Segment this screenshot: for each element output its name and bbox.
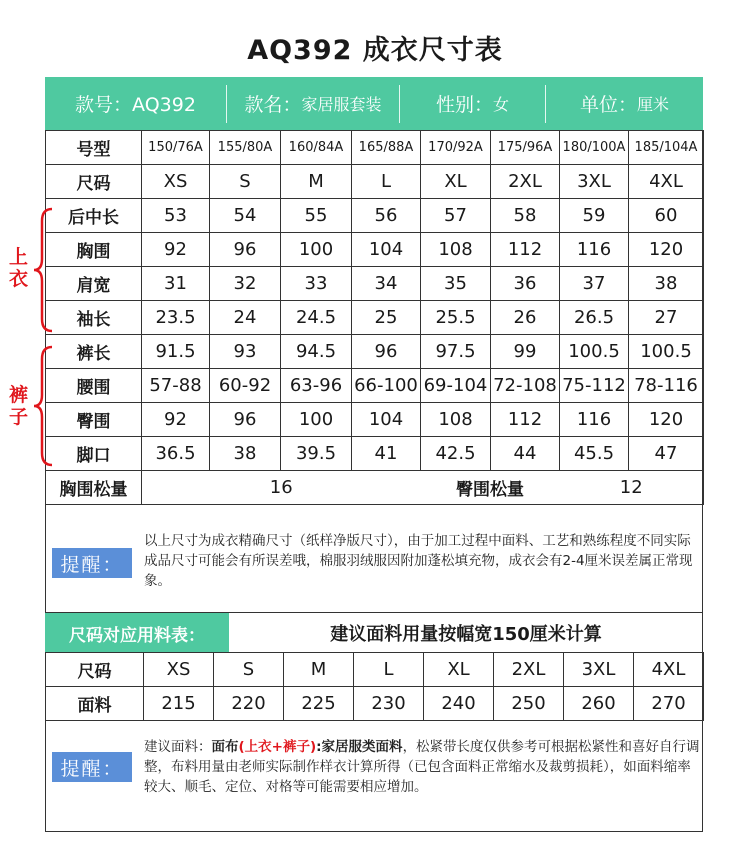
measure-cell: 55 [281, 199, 352, 233]
measure-cell: 120 [629, 233, 704, 267]
measure-label: 臀围 [46, 403, 142, 437]
size-cell: 165/88A [352, 131, 421, 165]
measure-row [46, 199, 704, 233]
measure-cell: 96 [210, 403, 281, 437]
fabric-code-cell: 4XL [634, 653, 704, 687]
measure-label: 肩宽 [46, 267, 142, 301]
top-label-char: 上 [9, 246, 29, 268]
measure-cell: 116 [560, 403, 629, 437]
header-band [45, 77, 703, 130]
pants-bracket-icon [32, 345, 54, 467]
measure-cell: 108 [421, 403, 491, 437]
fabric-code-cell: XS [144, 653, 214, 687]
fabric-code-cell: 3XL [564, 653, 634, 687]
measure-cell: 45.5 [560, 437, 629, 471]
size-cell: 180/100A [560, 131, 629, 165]
measure-cell: 41 [352, 437, 421, 471]
measure-row [46, 233, 704, 267]
measure-cell: 63-96 [281, 369, 352, 403]
measure-label: 袖长 [46, 301, 142, 335]
measure-cell: 23.5 [142, 301, 210, 335]
fabric-code-cell: XL [424, 653, 494, 687]
measure-cell: 42.5 [421, 437, 491, 471]
code-cell: L [352, 165, 421, 199]
measure-cell: 116 [560, 233, 629, 267]
measure-cell: 39.5 [281, 437, 352, 471]
measure-cell: 25 [352, 301, 421, 335]
measure-cell: 97.5 [421, 335, 491, 369]
style-name [227, 77, 399, 130]
measure-cell: 96 [352, 335, 421, 369]
measure-cell: 100.5 [629, 335, 704, 369]
style-name-value: 家居服套装 [301, 95, 382, 114]
size-cell: 175/96A [491, 131, 560, 165]
style-name-label: 款名： [244, 94, 302, 116]
fabric-amount-cell: 220 [214, 687, 284, 721]
measure-row [46, 369, 704, 403]
measure-cell: 104 [352, 403, 421, 437]
measure-cell: 112 [491, 403, 560, 437]
measure-cell: 58 [491, 199, 560, 233]
fabric-name: 面布 [211, 739, 239, 755]
fabric-lead: 建议面料： [144, 739, 212, 755]
measure-cell: 26.5 [560, 301, 629, 335]
measure-cell: 104 [352, 233, 421, 267]
measure-cell: 33 [281, 267, 352, 301]
measure-cell: 53 [142, 199, 210, 233]
header-divider [545, 85, 546, 123]
unit [546, 77, 703, 130]
measure-cell: 99 [491, 335, 560, 369]
measure-cell: 91.5 [142, 335, 210, 369]
reminder-badge: 提醒： [52, 752, 132, 782]
measure-cell: 75-112 [560, 369, 629, 403]
pants-label-char: 子 [9, 406, 29, 428]
fabric-code-cell: L [354, 653, 424, 687]
code-cell: 2XL [491, 165, 560, 199]
fabric-amount-cell: 270 [634, 687, 704, 721]
chest-ease-value: 16 [142, 471, 421, 505]
measure-cell: 35 [421, 267, 491, 301]
fabric-code-cell: 2XL [494, 653, 564, 687]
fabric-section-desc: 建议面料用量按幅宽150厘米计算 [330, 624, 602, 645]
measure-cell: 38 [210, 437, 281, 471]
chest-ease-label: 胸围松量 [46, 471, 142, 505]
size-cell: 185/104A [629, 131, 704, 165]
size-header-label: 号型 [46, 131, 142, 165]
size-cell: 150/76A [142, 131, 210, 165]
fabric-table [45, 652, 704, 721]
measure-cell: 37 [560, 267, 629, 301]
table-row [46, 165, 704, 199]
measure-cell: 31 [142, 267, 210, 301]
measure-cell: 24.5 [281, 301, 352, 335]
measure-cell: 93 [210, 335, 281, 369]
measure-cell: 100 [281, 403, 352, 437]
measure-label: 腰围 [46, 369, 142, 403]
hip-ease-value: 12 [560, 471, 704, 505]
measure-cell: 25.5 [421, 301, 491, 335]
measure-row [46, 437, 704, 471]
measure-cell: 36.5 [142, 437, 210, 471]
table-row [46, 131, 704, 165]
measure-row [46, 267, 704, 301]
hip-ease-label: 臀围松量 [421, 471, 560, 505]
measure-label: 裤长 [46, 335, 142, 369]
gender-value: 女 [493, 95, 510, 114]
measure-cell: 100.5 [560, 335, 629, 369]
fabric-scope: (上衣+裤子) [238, 739, 317, 755]
fabric-rest: ，松紧带长度仅供参考可根据松紧性和喜好自行调整，布料用量由老师实际制作样衣计算所得（已包含面料正常缩水及裁剪损耗），如面料缩率较大、顺毛、定位、对格等可能需要相应增加。 [144, 739, 700, 795]
measure-cell: 108 [421, 233, 491, 267]
fabric-section-label: 尺码对应用料表： [45, 613, 229, 653]
unit-value: 厘米 [637, 95, 670, 114]
code-cell: XS [142, 165, 210, 199]
measure-label: 胸围 [46, 233, 142, 267]
fabric-code-cell: M [284, 653, 354, 687]
measure-cell: 56 [352, 199, 421, 233]
header-divider [399, 85, 400, 123]
code-cell: 4XL [629, 165, 704, 199]
size-table [45, 130, 704, 505]
size-cell: 170/92A [421, 131, 491, 165]
measure-cell: 38 [629, 267, 704, 301]
measure-cell: 69-104 [421, 369, 491, 403]
gender-label: 性别： [435, 94, 493, 116]
fabric-amount-cell: 250 [494, 687, 564, 721]
measure-label: 脚口 [46, 437, 142, 471]
pants-label-char: 裤 [9, 384, 29, 406]
measure-cell: 72-108 [491, 369, 560, 403]
unit-label: 单位： [579, 94, 637, 116]
fabric-amount-cell: 260 [564, 687, 634, 721]
measure-cell: 32 [210, 267, 281, 301]
measure-cell: 92 [142, 233, 210, 267]
measure-cell: 92 [142, 403, 210, 437]
measure-cell: 34 [352, 267, 421, 301]
style-number: 款号：AQ392 [75, 94, 196, 116]
size-cell: 160/84A [281, 131, 352, 165]
measure-row [46, 335, 704, 369]
fabric-reminder-text [144, 737, 700, 797]
measure-cell: 60-92 [210, 369, 281, 403]
fabric-type: :家居服类面料 [316, 739, 403, 755]
measure-row [46, 403, 704, 437]
measure-cell: 36 [491, 267, 560, 301]
reminder-text: 以上尺寸为成衣精确尺寸（纸样净版尺寸），由于加工过程中面料、工艺和熟练程度不同实际成品尺寸可能会有所误差哦，棉服羽绒服因附加蓬松填充物，成衣会有2-4厘米误差属正常现象。 [144, 533, 693, 589]
gender [400, 77, 545, 130]
fabric-amount-cell: 240 [424, 687, 494, 721]
code-header-label: 尺码 [46, 165, 142, 199]
table-row [46, 653, 704, 687]
top-label-char: 衣 [9, 268, 29, 290]
measure-cell: 44 [491, 437, 560, 471]
measure-cell: 94.5 [281, 335, 352, 369]
code-cell: S [210, 165, 281, 199]
measure-cell: 54 [210, 199, 281, 233]
ease-row [46, 471, 704, 505]
measure-cell: 57-88 [142, 369, 210, 403]
measure-row [46, 301, 704, 335]
code-cell: 3XL [560, 165, 629, 199]
code-cell: M [281, 165, 352, 199]
table-row [46, 687, 704, 721]
code-cell: XL [421, 165, 491, 199]
measure-cell: 27 [629, 301, 704, 335]
fabric-amount-cell: 215 [144, 687, 214, 721]
header-divider [226, 85, 227, 123]
reminder-badge: 提醒： [52, 548, 132, 578]
measure-cell: 26 [491, 301, 560, 335]
measure-cell: 57 [421, 199, 491, 233]
pants-section-label [9, 384, 28, 428]
measure-cell: 59 [560, 199, 629, 233]
fabric-amount-cell: 230 [354, 687, 424, 721]
measure-cell: 96 [210, 233, 281, 267]
top-section-label [9, 246, 28, 290]
measure-cell: 100 [281, 233, 352, 267]
fabric-code-label: 尺码 [46, 653, 144, 687]
measure-label: 后中长 [46, 199, 142, 233]
measure-cell: 60 [629, 199, 704, 233]
measure-cell: 120 [629, 403, 704, 437]
measure-cell: 24 [210, 301, 281, 335]
size-cell: 155/80A [210, 131, 281, 165]
fabric-code-cell: S [214, 653, 284, 687]
measure-cell: 66-100 [352, 369, 421, 403]
page-title: AQ392 成衣尺寸表 [247, 35, 503, 66]
measure-cell: 112 [491, 233, 560, 267]
fabric-band [45, 612, 703, 652]
measure-cell: 47 [629, 437, 704, 471]
top-bracket-icon [32, 207, 54, 333]
fabric-amount-cell: 225 [284, 687, 354, 721]
measure-cell: 78-116 [629, 369, 704, 403]
fabric-amount-label: 面料 [46, 687, 144, 721]
